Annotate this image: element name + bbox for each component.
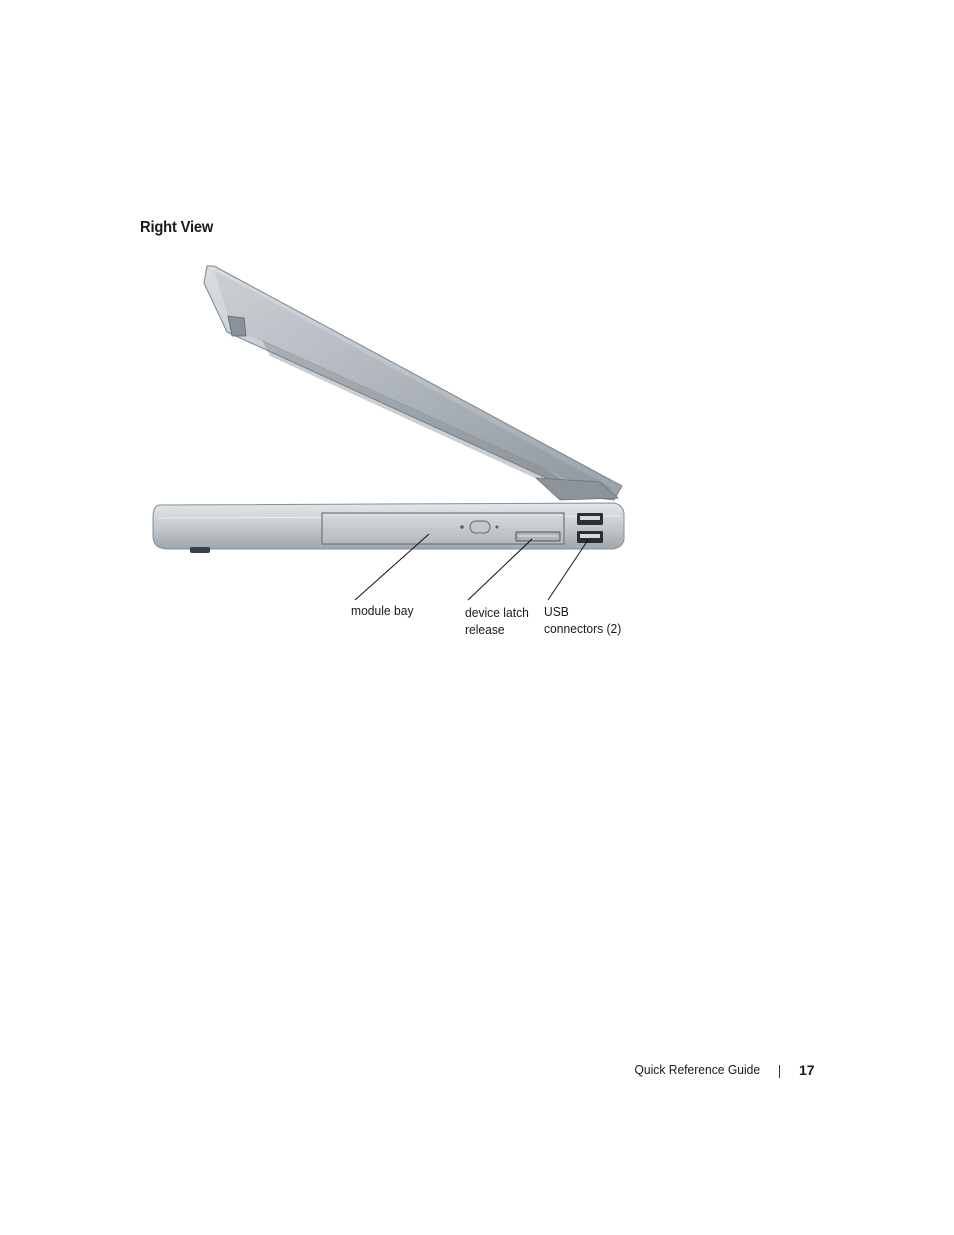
callout-module-bay bbox=[351, 602, 414, 619]
page-number: 17 bbox=[799, 1062, 815, 1078]
callout-device-latch-release bbox=[465, 604, 529, 638]
callout-usb-line-2: connectors (2) bbox=[544, 621, 622, 636]
section-title: Right View bbox=[140, 219, 214, 236]
callout-module-bay-line: module bay bbox=[351, 603, 414, 618]
callout-device-latch-line-1: device latch bbox=[465, 605, 529, 620]
laptop-base bbox=[153, 503, 624, 553]
callout-usb-line-1: USB bbox=[544, 604, 569, 619]
footer-guide-title: Quick Reference Guide bbox=[634, 1062, 760, 1077]
footer-divider bbox=[779, 1065, 780, 1078]
callout-device-latch-line-2: release bbox=[465, 622, 505, 637]
laptop-lid bbox=[204, 266, 622, 500]
page-footer bbox=[0, 1062, 954, 1082]
callout-usb-connectors bbox=[544, 603, 621, 637]
